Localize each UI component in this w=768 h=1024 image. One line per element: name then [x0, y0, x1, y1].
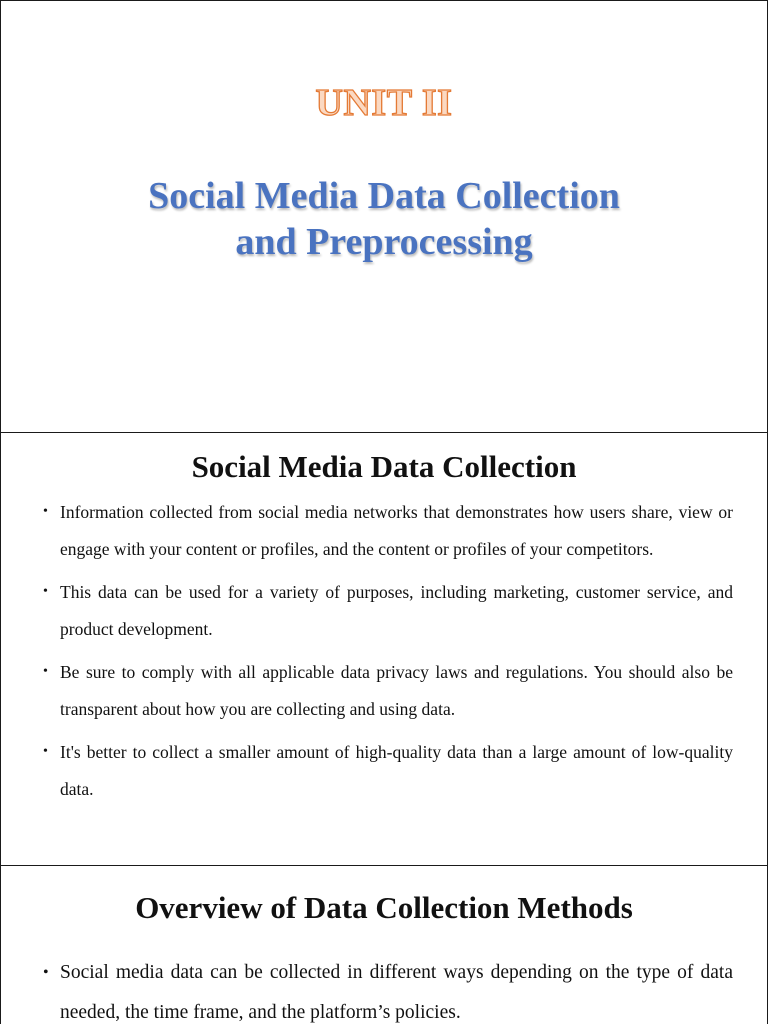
bullet-list — [43, 494, 733, 814]
bullet-icon: • — [43, 744, 48, 759]
bullet-text: It's better to collect a smaller amount of high-quality data than a large amount of low-quality data. — [60, 742, 733, 799]
bullet-text: Information collected from social media networks that demonstrates how users share, view or engage with your content or profiles, and the content or profiles of your competitors. — [60, 502, 733, 559]
slide-heading: Social Media Data Collection — [191, 449, 577, 484]
unit-label: UNIT II — [315, 82, 453, 124]
main-title-line-1: Social Media Data Collection — [148, 175, 620, 217]
data-collection-slide — [0, 432, 768, 867]
bullet-text: Be sure to comply with all applicable data privacy laws and regulations. You should also be transparent about how you are collecting and using data. — [60, 662, 733, 719]
methods-overview-slide — [0, 865, 768, 1024]
bullet-list — [43, 953, 733, 1024]
slide-main-title — [1, 173, 767, 265]
bullet-icon: • — [43, 584, 48, 599]
bullet-item — [43, 734, 733, 807]
main-title-line-2: and Preprocessing — [235, 221, 533, 263]
bullet-icon: • — [43, 964, 49, 981]
bullet-item — [43, 574, 733, 647]
title-slide — [0, 0, 768, 434]
bullet-text: Social media data can be collected in different ways depending on the type of data needed, the time frame, and the platform’s policies. — [60, 962, 733, 1023]
bullet-icon: • — [43, 664, 48, 679]
bullet-item — [43, 953, 733, 1024]
bullet-item — [43, 654, 733, 727]
bullet-icon: • — [43, 504, 48, 519]
bullet-text: This data can be used for a variety of purposes, including marketing, customer service, and product development. — [60, 582, 733, 639]
bullet-item — [43, 494, 733, 567]
slide-heading: Overview of Data Collection Methods — [135, 890, 633, 925]
